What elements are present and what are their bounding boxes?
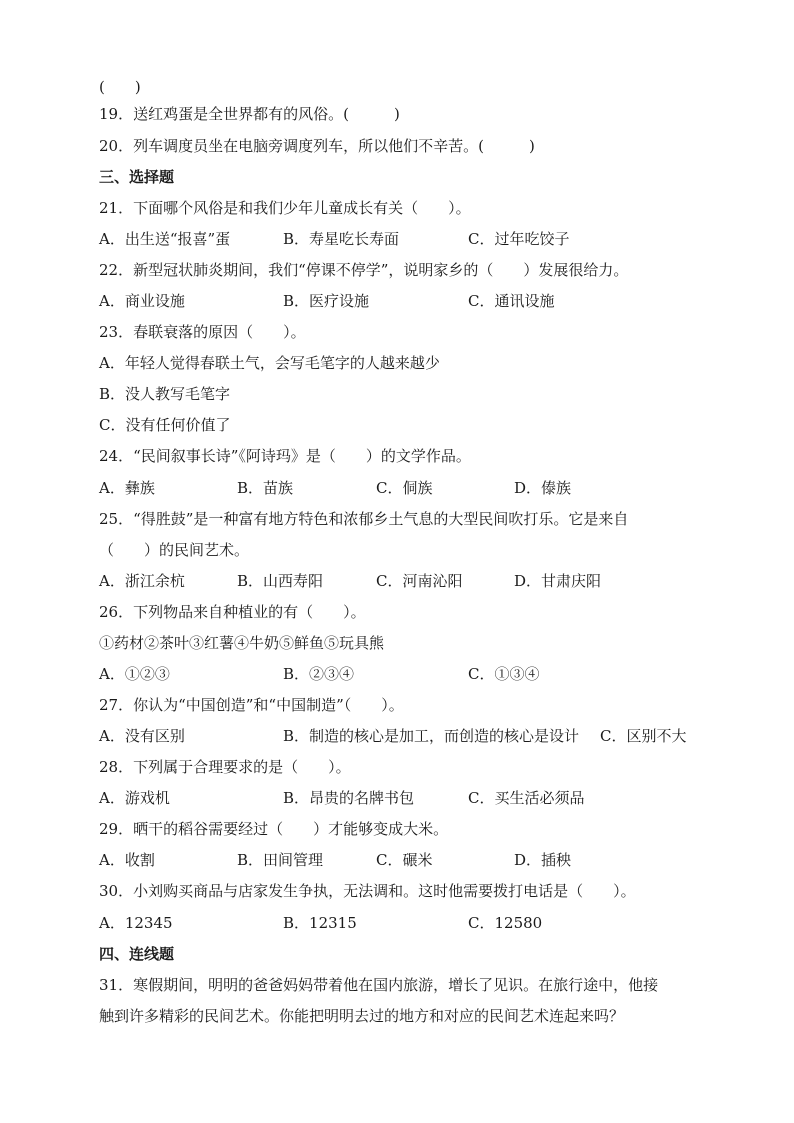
option-a: A．商业设施 [99,292,185,310]
question-23-option-c: C．没有任何价值了 [99,416,231,434]
question-31: 31．寒假期间，明明的爸爸妈妈带着他在国内旅游，增长了见识。在旅行途中，他接 [99,976,659,994]
option-a: A．12345 [99,914,173,932]
option-d: D．甘肃庆阳 [514,572,602,590]
option-c: C．区别不大 [600,727,687,745]
option-c: C．河南沁阳 [376,572,463,590]
option-c: C．通讯设施 [468,292,555,310]
option-b: B．田间管理 [237,851,324,869]
question-28: 28．下列属于合理要求的是（ ）。 [99,758,351,776]
option-c: C．侗族 [376,479,433,497]
question-23-option-b: B．没人教写毛笔字 [99,385,231,403]
option-d: D．傣族 [514,479,572,497]
option-c: C．碾米 [376,851,433,869]
question-26: 26．下列物品来自种植业的有（ ）。 [99,603,366,621]
option-a: A．①②③ [99,665,170,683]
option-a: A．收割 [99,851,155,869]
option-b: B．昂贵的名牌书包 [283,789,415,807]
q18-answer-blank: ( ) [99,78,141,96]
option-a: A．彝族 [99,479,155,497]
question-21: 21．下面哪个风俗是和我们少年儿童成长有关（ ）。 [99,199,471,217]
option-c: C．12580 [468,914,543,932]
option-a: A．游戏机 [99,789,170,807]
question-27: 27．你认为“中国创造”和“中国制造”（ ）。 [99,696,404,714]
question-23: 23．春联衰落的原因（ ）。 [99,323,306,341]
section-heading-choice: 三、选择题 [99,168,175,186]
option-c: C．过年吃饺子 [468,230,570,248]
question-19: 19．送红鸡蛋是全世界都有的风俗。( ) [99,105,400,123]
question-25: 25．“得胜鼓”是一种富有地方特色和浓郁乡土气息的大型民间吹打乐。它是来自 [99,510,629,528]
section-heading-matching: 四、连线题 [99,945,175,963]
option-a: A．没有区别 [99,727,185,745]
question-24: 24．“民间叙事长诗”《阿诗玛》是（ ）的文学作品。 [99,447,471,465]
option-b: B．12315 [283,914,357,932]
option-a: A．出生送“报喜”蛋 [99,230,231,248]
question-22: 22．新型冠状肺炎期间，我们“停课不停学”，说明家乡的（ ）发展很给力。 [99,261,629,279]
question-23-option-a: A．年轻人觉得春联土气，会写毛笔字的人越来越少 [99,354,440,372]
option-b: B．山西寿阳 [237,572,324,590]
question-30: 30．小刘购买商品与店家发生争执，无法调和。这时他需要拨打电话是（ ）。 [99,882,636,900]
option-c: C．①③④ [468,665,540,683]
question-29: 29．晒干的稻谷需要经过（ ）才能够变成大米。 [99,820,449,838]
option-a: A．浙江余杭 [99,572,185,590]
option-b: B．苗族 [237,479,294,497]
question-31-continued: 触到许多精彩的民间艺术。你能把明明去过的地方和对应的民间艺术连起来吗？ [99,1007,625,1025]
option-d: D．插秧 [514,851,572,869]
question-20: 20．列车调度员坐在电脑旁调度列车，所以他们不辛苦。( ) [99,137,535,155]
option-c: C．买生活必须品 [468,789,585,807]
option-b: B．②③④ [283,665,355,683]
option-b: B．医疗设施 [283,292,370,310]
option-b: B．制造的核心是加工，而创造的核心是设计 [283,727,580,745]
option-b: B．寿星吃长寿面 [283,230,400,248]
question-26-items: ①药材②茶叶③红薯④牛奶⑤鲜鱼⑤玩具熊 [99,634,385,652]
question-25-continued: （ ）的民间艺术。 [99,541,250,559]
